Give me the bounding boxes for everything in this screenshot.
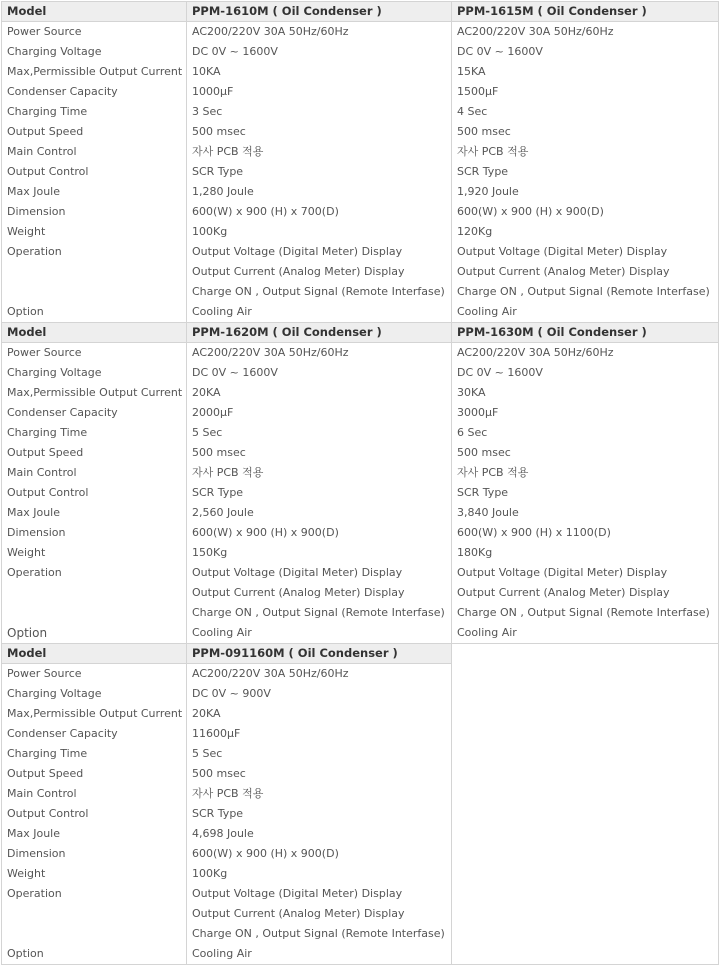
spec-label-text: Output Speed (7, 446, 84, 459)
spec-value-text: DC 0V ~ 1600V (457, 45, 543, 58)
operation-value (452, 563, 719, 623)
spec-label (2, 42, 187, 62)
model-label: Model (2, 323, 187, 343)
spec-label (2, 764, 187, 784)
model-label: Model (2, 644, 187, 664)
model-header-row (2, 323, 719, 343)
spec-label (2, 142, 187, 162)
spec-value (187, 403, 452, 423)
spec-label-text: Output Control (7, 165, 89, 178)
spec-value-text: DC 0V ~ 1600V (457, 366, 543, 379)
spec-value (187, 162, 452, 182)
option-label-text: Option (7, 305, 44, 318)
spec-label (2, 383, 187, 403)
spec-value (452, 343, 719, 364)
operation-label-text: Operation (7, 887, 62, 900)
operation-line: Output Voltage (Digital Meter) Display (457, 245, 668, 258)
spec-label (2, 804, 187, 824)
operation-label (2, 884, 187, 944)
spec-label (2, 22, 187, 43)
spec-value-text: SCR Type (192, 486, 244, 499)
spec-value-text: AC200/220V 30A 50Hz/60Hz (457, 346, 614, 359)
spec-value (187, 724, 452, 744)
spec-label-text: Max Joule (7, 827, 61, 840)
operation-line: Charge ON , Output Signal (Remote Interfase) (192, 927, 445, 940)
spec-value-text: 600(W) x 900 (H) x 900(D) (192, 526, 339, 539)
spec-value-text: 자사 PCB 적용 (457, 466, 529, 479)
spec-label-text: Condenser Capacity (7, 727, 118, 740)
spec-value (187, 182, 452, 202)
spec-value-text: 180Kg (457, 546, 493, 559)
spec-label-text: Output Control (7, 807, 89, 820)
spec-label (2, 182, 187, 202)
spec-value (452, 503, 719, 523)
operation-label-text: Operation (7, 245, 62, 258)
operation-value (187, 242, 452, 302)
spec-label-text: Weight (7, 867, 46, 880)
spec-value (187, 22, 452, 43)
spec-value-text: 10KA (192, 65, 221, 78)
spec-row (2, 222, 719, 242)
spec-value (452, 42, 719, 62)
spec-row (2, 383, 719, 403)
spec-value-text: 30KA (457, 386, 486, 399)
spec-label (2, 684, 187, 704)
spec-label (2, 423, 187, 443)
spec-value-text: 100Kg (192, 225, 228, 238)
spec-value-text: AC200/220V 30A 50Hz/60Hz (192, 346, 349, 359)
spec-value (452, 122, 719, 142)
option-label-text: Option (7, 947, 44, 960)
spec-value (187, 844, 452, 864)
spec-label-text: Max Joule (7, 185, 61, 198)
spec-label-text: Weight (7, 225, 46, 238)
operation-line: Output Voltage (Digital Meter) Display (192, 887, 403, 900)
spec-value-text: 자사 PCB 적용 (457, 145, 529, 158)
spec-value-text: SCR Type (457, 486, 509, 499)
operation-line: Output Current (Analog Meter) Display (192, 265, 405, 278)
spec-label (2, 82, 187, 102)
spec-value (452, 523, 719, 543)
operation-value (187, 563, 452, 623)
spec-label-text: Main Control (7, 145, 77, 158)
spec-value (452, 162, 719, 182)
empty-cell (452, 644, 719, 965)
spec-row (2, 343, 719, 364)
spec-value (187, 122, 452, 142)
spec-value-text: 15KA (457, 65, 486, 78)
spec-label-text: Max,Permissible Output Current (7, 65, 183, 78)
spec-label (2, 824, 187, 844)
spec-value-text: 6 Sec (457, 426, 488, 439)
spec-label (2, 503, 187, 523)
spec-label-text: Power Source (7, 346, 82, 359)
spec-value (187, 664, 452, 685)
spec-value (187, 423, 452, 443)
spec-value (187, 142, 452, 162)
spec-label-text: Charging Time (7, 426, 88, 439)
spec-value (187, 804, 452, 824)
spec-label (2, 664, 187, 685)
spec-row (2, 102, 719, 122)
spec-value-text: 1,280 Joule (192, 185, 254, 198)
spec-value-text: 120Kg (457, 225, 493, 238)
spec-label-text: Dimension (7, 205, 66, 218)
option-label-text: Option (7, 626, 48, 640)
spec-value-text: 20KA (192, 707, 221, 720)
model-label: Model (2, 2, 187, 22)
spec-value-text: 4,698 Joule (192, 827, 254, 840)
operation-line: Output Current (Analog Meter) Display (192, 907, 405, 920)
spec-value-text: 1500μF (457, 85, 499, 98)
spec-value-text: 자사 PCB 적용 (192, 145, 264, 158)
operation-label (2, 563, 187, 623)
spec-value (187, 543, 452, 563)
spec-row (2, 463, 719, 483)
spec-value-text: 자사 PCB 적용 (192, 787, 264, 800)
operation-label (2, 242, 187, 302)
option-row (2, 302, 719, 323)
spec-label-text: Dimension (7, 847, 66, 860)
spec-value (187, 523, 452, 543)
spec-value (187, 463, 452, 483)
spec-label (2, 102, 187, 122)
operation-line: Output Current (Analog Meter) Display (457, 265, 670, 278)
spec-label (2, 864, 187, 884)
spec-row (2, 202, 719, 222)
option-value-text: Cooling Air (457, 626, 517, 639)
spec-label (2, 463, 187, 483)
spec-label-text: Charging Time (7, 105, 88, 118)
spec-row (2, 443, 719, 463)
spec-value (452, 383, 719, 403)
spec-value (187, 383, 452, 403)
model-name: PPM-091160M ( Oil Condenser ) (187, 644, 452, 664)
spec-value (452, 202, 719, 222)
spec-row (2, 483, 719, 503)
spec-row (2, 182, 719, 202)
spec-label (2, 363, 187, 383)
spec-label (2, 784, 187, 804)
spec-value-text: 2000μF (192, 406, 234, 419)
spec-label (2, 543, 187, 563)
spec-value-text: 2,560 Joule (192, 506, 254, 519)
spec-value (187, 684, 452, 704)
spec-value (452, 222, 719, 242)
spec-value-text: SCR Type (457, 165, 509, 178)
spec-value (187, 42, 452, 62)
spec-label-text: Condenser Capacity (7, 406, 118, 419)
option-value-text: Cooling Air (192, 947, 252, 960)
spec-label-text: Weight (7, 546, 46, 559)
spec-value (452, 22, 719, 43)
spec-value-text: DC 0V ~ 900V (192, 687, 271, 700)
spec-value (187, 503, 452, 523)
spec-value (452, 62, 719, 82)
spec-value-text: 500 msec (192, 767, 246, 780)
operation-line: Charge ON , Output Signal (Remote Interfase) (457, 606, 710, 619)
spec-row (2, 543, 719, 563)
spec-value (187, 764, 452, 784)
spec-label-text: Max,Permissible Output Current (7, 386, 183, 399)
spec-row (2, 22, 719, 43)
spec-value-text: 5 Sec (192, 747, 223, 760)
option-value-text: Cooling Air (457, 305, 517, 318)
spec-row (2, 142, 719, 162)
spec-value (187, 62, 452, 82)
spec-value (187, 82, 452, 102)
spec-row (2, 42, 719, 62)
spec-value (452, 443, 719, 463)
spec-value (452, 102, 719, 122)
spec-value-text: SCR Type (192, 807, 244, 820)
operation-value (452, 242, 719, 302)
spec-value (187, 363, 452, 383)
spec-value-text: 3000μF (457, 406, 499, 419)
option-value (187, 302, 452, 323)
spec-value-text: AC200/220V 30A 50Hz/60Hz (192, 667, 349, 680)
spec-row (2, 403, 719, 423)
spec-value-text: AC200/220V 30A 50Hz/60Hz (192, 25, 349, 38)
spec-label-text: Charging Voltage (7, 45, 102, 58)
spec-label (2, 162, 187, 182)
option-label (2, 944, 187, 965)
spec-value (187, 864, 452, 884)
spec-value-text: 600(W) x 900 (H) x 900(D) (457, 205, 604, 218)
operation-line: Output Current (Analog Meter) Display (457, 586, 670, 599)
option-value-text: Cooling Air (192, 305, 252, 318)
spec-row (2, 62, 719, 82)
spec-table (1, 1, 719, 965)
spec-label (2, 724, 187, 744)
operation-line: Charge ON , Output Signal (Remote Interfase) (457, 285, 710, 298)
spec-value-text: 3 Sec (192, 105, 223, 118)
spec-value (452, 363, 719, 383)
spec-value-text: 500 msec (192, 125, 246, 138)
spec-value-text: 600(W) x 900 (H) x 900(D) (192, 847, 339, 860)
spec-label (2, 222, 187, 242)
spec-value-text: 4 Sec (457, 105, 488, 118)
spec-value-text: 600(W) x 900 (H) x 700(D) (192, 205, 339, 218)
spec-label (2, 122, 187, 142)
spec-label (2, 744, 187, 764)
spec-value-text: DC 0V ~ 1600V (192, 366, 278, 379)
spec-label-text: Main Control (7, 466, 77, 479)
spec-label-text: Max,Permissible Output Current (7, 707, 183, 720)
spec-value-text: 자사 PCB 적용 (192, 466, 264, 479)
spec-value (452, 142, 719, 162)
spec-value (187, 102, 452, 122)
spec-value (187, 744, 452, 764)
spec-value (187, 343, 452, 364)
spec-value (187, 443, 452, 463)
spec-label-text: Dimension (7, 526, 66, 539)
spec-value (452, 463, 719, 483)
spec-value (187, 824, 452, 844)
spec-label (2, 62, 187, 82)
spec-value-text: 11600μF (192, 727, 241, 740)
option-row (2, 623, 719, 644)
spec-row (2, 162, 719, 182)
operation-label-text: Operation (7, 566, 62, 579)
spec-value (452, 543, 719, 563)
operation-line: Charge ON , Output Signal (Remote Interfase) (192, 606, 445, 619)
model-name: PPM-1615M ( Oil Condenser ) (452, 2, 719, 22)
operation-line: Output Voltage (Digital Meter) Display (192, 566, 403, 579)
spec-value-text: 5 Sec (192, 426, 223, 439)
spec-label (2, 403, 187, 423)
spec-value-text: 500 msec (457, 446, 511, 459)
spec-label (2, 483, 187, 503)
spec-row (2, 503, 719, 523)
spec-value (187, 202, 452, 222)
spec-label-text: Output Speed (7, 125, 84, 138)
spec-label-text: Condenser Capacity (7, 85, 118, 98)
spec-label (2, 343, 187, 364)
spec-row (2, 423, 719, 443)
option-value-text: Cooling Air (192, 626, 252, 639)
spec-value (452, 82, 719, 102)
spec-label-text: Charging Voltage (7, 687, 102, 700)
operation-value (187, 884, 452, 944)
spec-label (2, 523, 187, 543)
spec-value-text: 1,920 Joule (457, 185, 519, 198)
operation-line: Output Voltage (Digital Meter) Display (192, 245, 403, 258)
spec-value (452, 423, 719, 443)
operation-line: Charge ON , Output Signal (Remote Interfase) (192, 285, 445, 298)
model-name: PPM-1630M ( Oil Condenser ) (452, 323, 719, 343)
spec-value-text: 500 msec (192, 446, 246, 459)
option-value (452, 623, 719, 644)
model-header-row (2, 2, 719, 22)
operation-line: Output Voltage (Digital Meter) Display (457, 566, 668, 579)
spec-value (452, 483, 719, 503)
spec-value-text: 500 msec (457, 125, 511, 138)
spec-label-text: Main Control (7, 787, 77, 800)
spec-value-text: AC200/220V 30A 50Hz/60Hz (457, 25, 614, 38)
spec-label (2, 202, 187, 222)
spec-value-text: 1000μF (192, 85, 234, 98)
model-name: PPM-1610M ( Oil Condenser ) (187, 2, 452, 22)
operation-row (2, 563, 719, 623)
operation-row (2, 242, 719, 302)
option-value (187, 944, 452, 965)
model-header-row (2, 644, 719, 664)
spec-value (187, 222, 452, 242)
spec-value (187, 483, 452, 503)
spec-value-text: SCR Type (192, 165, 244, 178)
spec-label-text: Charging Voltage (7, 366, 102, 379)
spec-value-text: DC 0V ~ 1600V (192, 45, 278, 58)
spec-value-text: 100Kg (192, 867, 228, 880)
spec-row (2, 363, 719, 383)
spec-value-text: 150Kg (192, 546, 228, 559)
spec-label-text: Max Joule (7, 506, 61, 519)
spec-value-text: 3,840 Joule (457, 506, 519, 519)
spec-label-text: Charging Time (7, 747, 88, 760)
spec-row (2, 523, 719, 543)
spec-value-text: 600(W) x 900 (H) x 1100(D) (457, 526, 611, 539)
spec-label (2, 844, 187, 864)
spec-value (452, 403, 719, 423)
option-value (187, 623, 452, 644)
spec-label-text: Output Control (7, 486, 89, 499)
spec-value (187, 704, 452, 724)
spec-label-text: Output Speed (7, 767, 84, 780)
operation-line: Output Current (Analog Meter) Display (192, 586, 405, 599)
spec-label-text: Power Source (7, 667, 82, 680)
spec-row (2, 122, 719, 142)
option-label (2, 302, 187, 323)
spec-label (2, 704, 187, 724)
spec-value (452, 182, 719, 202)
spec-table-body (2, 2, 719, 965)
option-label (2, 623, 187, 644)
option-value (452, 302, 719, 323)
spec-value-text: 20KA (192, 386, 221, 399)
spec-label (2, 443, 187, 463)
model-name: PPM-1620M ( Oil Condenser ) (187, 323, 452, 343)
spec-row (2, 82, 719, 102)
spec-value (187, 784, 452, 804)
spec-label-text: Power Source (7, 25, 82, 38)
